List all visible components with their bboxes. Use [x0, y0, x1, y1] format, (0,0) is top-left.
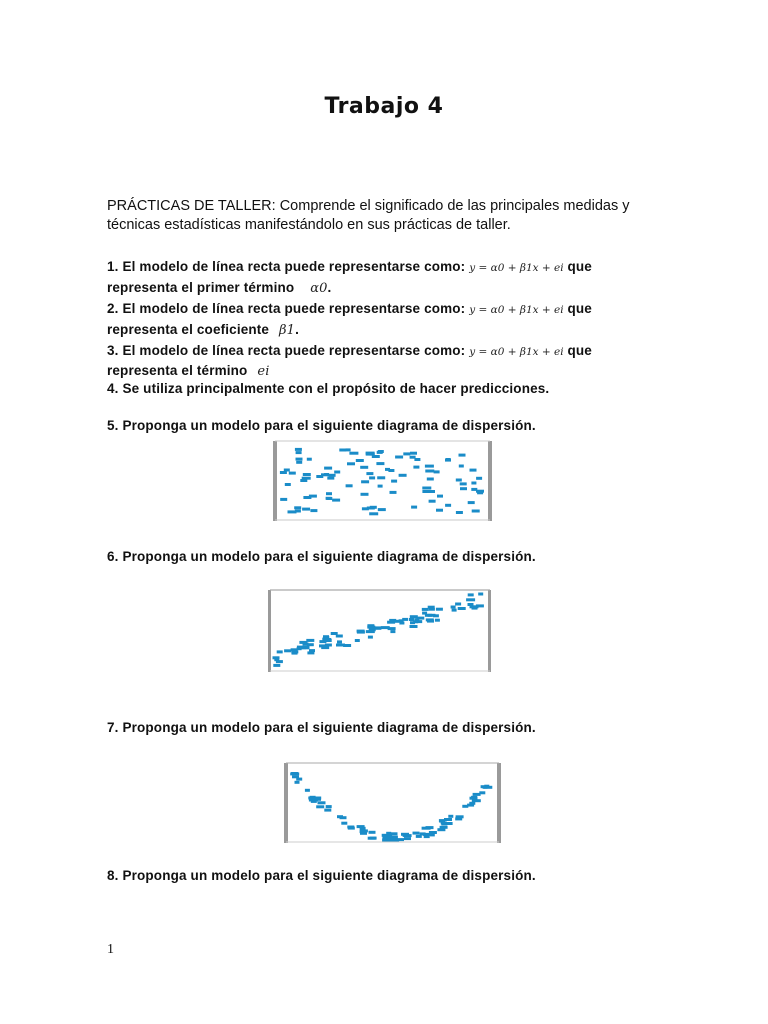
scatter-point — [422, 612, 427, 615]
scatter-point — [472, 607, 478, 610]
scatter-point — [378, 508, 386, 511]
question-3-text-2: representa el término — [107, 363, 248, 378]
scatter-point — [369, 476, 375, 479]
scatter-point — [462, 805, 468, 808]
scatter-point — [310, 509, 317, 512]
scatter-point — [346, 484, 353, 487]
scatter-point — [468, 593, 474, 596]
scatter-point — [361, 493, 369, 496]
scatter-point — [411, 506, 417, 509]
question-1-text-2: representa el primer término — [107, 280, 295, 295]
scatter-point — [280, 471, 287, 474]
scatter-point — [435, 619, 440, 622]
question-1-text: 1. El modelo de línea recta puede representarse como: — [107, 259, 466, 274]
scatter-point — [390, 630, 395, 633]
scatter-point — [459, 465, 464, 468]
scatter-point — [305, 789, 310, 792]
scatter-plot-quadratic — [262, 760, 504, 846]
scatter-point — [339, 449, 346, 452]
scatter-point — [292, 775, 299, 778]
scatter-point — [483, 786, 492, 789]
scatter-point — [448, 815, 453, 818]
scatter-point — [300, 479, 307, 482]
scatter-point — [303, 496, 311, 499]
question-3-line-2 — [107, 363, 270, 379]
scatter-point — [472, 510, 480, 513]
scatter-point — [340, 816, 347, 819]
question-5: 5. Proponga un modelo para el siguiente diagrama de dispersión. — [107, 418, 536, 433]
question-4: 4. Se utiliza principalmente con el propósito de hacer predicciones. — [107, 381, 550, 396]
scatter-point — [311, 800, 317, 803]
page-title: Trabajo 4 — [324, 94, 444, 119]
scatter-point — [337, 640, 342, 643]
scatter-point — [273, 664, 280, 667]
scatter-point — [349, 452, 358, 455]
scatter-point — [425, 465, 434, 468]
question-3-text: 3. El modelo de línea recta puede representarse como: — [107, 343, 466, 358]
scatter-point — [410, 621, 415, 624]
scatter-point — [451, 606, 456, 609]
scatter-point — [410, 625, 418, 628]
scatter-point — [436, 509, 443, 512]
scatter-point — [426, 618, 434, 621]
scatter-point — [377, 476, 385, 479]
scatter-point — [302, 508, 310, 511]
scatter-point — [470, 469, 477, 472]
scatter-point — [429, 500, 436, 503]
scatter-point — [434, 470, 440, 473]
question-7: 7. Proponga un modelo para el siguiente diagrama de dispersión. — [107, 720, 536, 735]
scatter-point — [452, 609, 457, 612]
question-2-text-2: representa el coeficiente — [107, 322, 270, 337]
scatter-point — [329, 474, 336, 477]
scatter-point — [318, 801, 326, 804]
scatter-plot-random — [270, 440, 495, 522]
question-2-line-1 — [107, 301, 592, 316]
intro-paragraph: PRÁCTICAS DE TALLER: Comprende el significado de las principales medidas y técnicas estadísticas manifestándolo en sus prácticas de taller. — [107, 198, 630, 233]
scatter-point — [289, 472, 296, 475]
scatter-point — [360, 827, 366, 830]
scatter-point — [307, 458, 312, 461]
scatter-point — [420, 832, 426, 835]
scatter-point — [366, 472, 373, 475]
scatter-point — [377, 451, 383, 454]
scatter-plot-linear — [264, 586, 496, 674]
scatter-point — [470, 797, 478, 800]
scatter-point — [296, 461, 302, 464]
scatter-point — [428, 490, 435, 493]
question-2-line-2: representa el coeficiente β1. — [107, 322, 299, 338]
scatter-point — [324, 467, 332, 470]
scatter-point — [476, 477, 482, 480]
scatter-point — [326, 497, 332, 500]
scatter-point — [468, 501, 475, 504]
scatter-point — [368, 636, 373, 639]
scatter-point — [296, 451, 302, 454]
scatter-point — [445, 459, 451, 462]
scatter-point — [369, 628, 376, 631]
scatter-point — [360, 466, 368, 469]
scatter-point — [399, 474, 407, 477]
scatter-point — [366, 452, 375, 455]
scatter-point — [355, 639, 360, 642]
scatter-point — [477, 491, 483, 494]
scatter-point — [280, 498, 287, 501]
scatter-point — [332, 499, 340, 502]
scatter-point — [296, 458, 303, 461]
scatter-point — [456, 479, 462, 482]
scatter-point — [306, 639, 314, 642]
scatter-point — [295, 781, 300, 784]
question-2-equation: y = α0 + β1x + ei — [469, 304, 564, 316]
scatter-point — [458, 607, 466, 610]
question-3-equation: y = α0 + β1x + ei — [469, 346, 564, 358]
scatter-point — [347, 826, 354, 829]
question-3-que: que — [567, 343, 592, 358]
question-1-symbol: α0 — [310, 281, 328, 296]
scatter-point — [303, 473, 311, 476]
scatter-point — [436, 608, 443, 611]
question-3-line-1 — [107, 343, 592, 358]
scatter-point — [456, 815, 464, 818]
scatter-point — [285, 483, 291, 486]
scatter-point — [323, 637, 329, 640]
page-number: 1 — [107, 942, 114, 957]
scatter-point — [422, 487, 431, 490]
scatter-point — [324, 473, 329, 476]
scatter-point — [369, 831, 376, 834]
scatter-point — [347, 462, 355, 465]
scatter-point — [326, 805, 332, 808]
scatter-point — [360, 830, 366, 833]
scatter-point — [376, 462, 384, 465]
scatter-point — [336, 644, 345, 647]
scatter-point — [410, 452, 417, 455]
scatter-point — [319, 644, 326, 647]
scatter-point — [428, 614, 436, 617]
scatter-point — [425, 470, 434, 473]
scatter-point — [316, 805, 324, 808]
scatter-point — [471, 488, 477, 491]
scatter-point — [460, 487, 467, 490]
scatter-point — [357, 631, 365, 634]
scatter-point — [422, 827, 431, 830]
scatter-point — [479, 791, 485, 794]
scatter-point — [307, 643, 314, 646]
scatter-point — [284, 649, 291, 652]
scatter-point — [440, 826, 448, 829]
question-6: 6. Proponga un modelo para el siguiente diagrama de dispersión. — [107, 549, 536, 564]
scatter-point — [295, 448, 302, 451]
scatter-point — [387, 621, 395, 624]
scatter-point — [299, 641, 307, 644]
scatter-point — [403, 452, 410, 455]
scatter-point — [388, 627, 396, 630]
scatter-point — [277, 650, 283, 653]
scatter-point — [309, 649, 315, 652]
scatter-point — [401, 833, 409, 836]
question-1-line-2: representa el primer término α0. — [107, 280, 332, 296]
scatter-point — [361, 480, 369, 483]
scatter-point — [455, 603, 461, 606]
scatter-point — [385, 468, 390, 471]
scatter-point — [369, 512, 378, 515]
scatter-point — [439, 820, 445, 823]
scatter-point — [327, 477, 334, 480]
scatter-point — [427, 478, 434, 481]
scatter-point — [390, 839, 399, 842]
scatter-point — [384, 838, 390, 841]
scatter-point — [395, 456, 403, 459]
scatter-point — [413, 466, 419, 469]
scatter-point — [367, 626, 375, 629]
scatter-point — [334, 471, 340, 474]
scatter-point — [326, 492, 332, 495]
question-2-symbol: β1 — [278, 323, 296, 338]
scatter-point — [295, 510, 301, 513]
scatter-point — [437, 495, 443, 498]
scatter-point — [466, 598, 475, 601]
scatter-point — [346, 448, 351, 451]
scatter-point — [413, 832, 420, 835]
scatter-point — [378, 485, 383, 488]
scatter-point — [391, 480, 397, 483]
scatter-point — [372, 455, 380, 458]
scatter-point — [460, 482, 467, 485]
scatter-point — [356, 459, 364, 462]
question-3-symbol: ei — [257, 364, 270, 379]
scatter-point — [445, 504, 451, 507]
scatter-point — [362, 507, 369, 510]
scatter-point — [456, 511, 463, 514]
scatter-point — [290, 772, 299, 775]
scatter-point — [402, 618, 408, 621]
question-2-que: que — [567, 301, 592, 316]
scatter-point — [471, 482, 476, 485]
scatter-point — [422, 490, 428, 493]
scatter-point — [341, 822, 347, 825]
question-2-text: 2. El modelo de línea recta puede representarse como: — [107, 301, 466, 316]
scatter-point — [444, 818, 452, 821]
scatter-point — [293, 651, 298, 654]
question-1-que: que — [567, 259, 592, 274]
scatter-point — [387, 834, 392, 837]
scatter-point — [478, 593, 483, 596]
scatter-point — [441, 822, 447, 825]
question-1-equation: y = α0 + β1x + ei — [469, 262, 564, 274]
scatter-point — [276, 660, 283, 663]
scatter-point — [414, 618, 419, 621]
scatter-point — [404, 837, 411, 840]
scatter-point — [324, 809, 331, 812]
scatter-point — [294, 506, 301, 509]
scatter-point — [331, 632, 338, 635]
question-1-line-1 — [107, 259, 592, 274]
scatter-point — [390, 491, 397, 494]
scatter-point — [414, 458, 420, 461]
scatter-point — [429, 608, 435, 611]
scatter-point — [370, 837, 377, 840]
scatter-point — [459, 454, 466, 457]
question-8: 8. Proponga un modelo para el siguiente diagrama de dispersión. — [107, 868, 536, 883]
